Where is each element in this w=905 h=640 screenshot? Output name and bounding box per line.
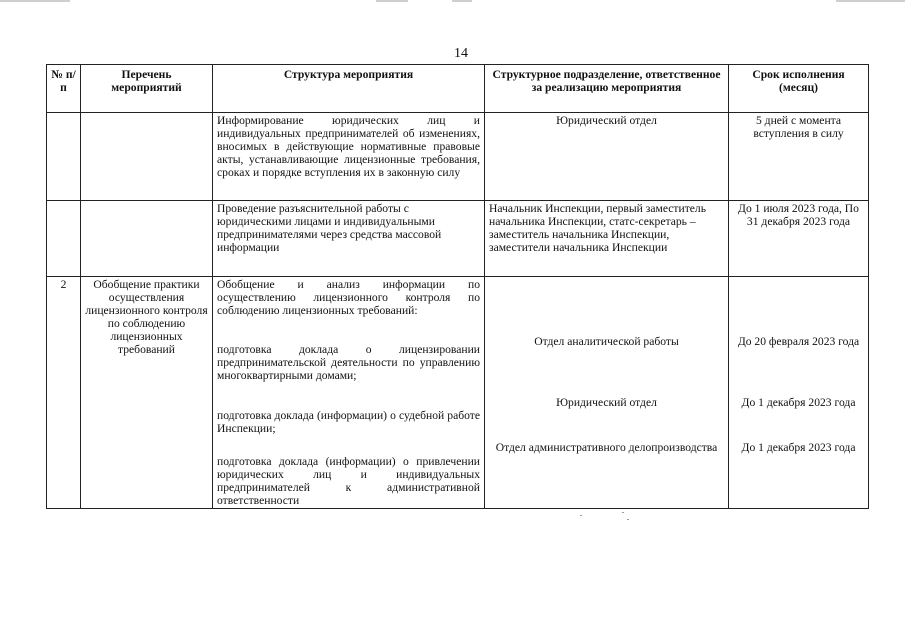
responsible-department-cell: Юридический отдел bbox=[485, 113, 729, 201]
event-structure-cell: Информирование юридических лиц и индивидуальных предпринимателей об изменениях, вносимых в действующие нормативные правовые акты, устанавливающие лицензионные требования, сроках и порядке вступления их в законную силу bbox=[213, 113, 485, 201]
scan-speck bbox=[622, 512, 624, 513]
row-number-cell bbox=[47, 201, 81, 277]
table-header-row bbox=[47, 65, 869, 113]
structure-intro: Обобщение и анализ информации по осуществлению лицензионного контроля по соблюдению лицензионных требований: bbox=[217, 278, 480, 317]
header-deadline: Срок исполнения (месяц) bbox=[729, 65, 869, 113]
header-responsible-department: Структурное подразделение, ответственное за реализацию мероприятия bbox=[485, 65, 729, 113]
department-item: Юридический отдел bbox=[556, 396, 657, 409]
row-number-cell bbox=[47, 113, 81, 201]
department-item: Отдел аналитической работы bbox=[534, 335, 679, 348]
department-item: Отдел административного делопроизводства bbox=[495, 441, 718, 454]
structure-item: подготовка доклада (информации) о судебной работе Инспекции; bbox=[217, 409, 480, 435]
deadline-cell: 5 дней с момента вступления в силу bbox=[729, 113, 869, 201]
structure-item: подготовка доклада (информации) о привлечении юридических лиц и индивидуальных предпринимателей к административной ответственности bbox=[217, 455, 480, 507]
scan-edge-line bbox=[0, 0, 70, 2]
scan-edge-line bbox=[836, 0, 905, 2]
event-name-cell: Обобщение практики осуществления лицензионного контроля по соблюдению лицензионных требований bbox=[81, 277, 213, 509]
scan-edge-line bbox=[452, 0, 472, 2]
event-name-cell bbox=[81, 201, 213, 277]
page-number: 14 bbox=[454, 46, 468, 61]
event-name-cell bbox=[81, 113, 213, 201]
deadline-cell bbox=[729, 277, 869, 509]
scan-speck bbox=[580, 515, 582, 516]
table-row bbox=[47, 277, 869, 509]
deadline-item: До 1 декабря 2023 года bbox=[741, 396, 856, 409]
deadline-item: До 20 февраля 2023 года bbox=[737, 335, 860, 348]
scan-edge-line bbox=[376, 0, 408, 2]
row-number-cell: 2 bbox=[47, 277, 81, 509]
table-row bbox=[47, 201, 869, 277]
header-event-structure: Структура мероприятия bbox=[213, 65, 485, 113]
deadline-item: До 1 декабря 2023 года bbox=[741, 441, 856, 454]
header-event-list: Перечень мероприятий bbox=[81, 65, 213, 113]
responsible-department-cell: Начальник Инспекции, первый заместитель начальника Инспекции, статс-секретарь – заместитель начальника Инспекции, заместители начальника Инспекции bbox=[485, 201, 729, 277]
plan-table bbox=[46, 64, 869, 509]
event-structure-cell: Проведение разъяснительной работы с юридическими лицами и индивидуальными предпринимателями через средства массовой информации bbox=[213, 201, 485, 277]
header-number: № п/п bbox=[47, 65, 81, 113]
deadline-cell: До 1 июля 2023 года, По 31 декабря 2023 года bbox=[729, 201, 869, 277]
event-structure-cell bbox=[213, 277, 485, 509]
structure-item: подготовка доклада о лицензировании предпринимательской деятельности по управлению многоквартирными домами; bbox=[217, 343, 480, 382]
responsible-department-cell bbox=[485, 277, 729, 509]
table-row bbox=[47, 113, 869, 201]
scan-speck bbox=[627, 519, 629, 520]
